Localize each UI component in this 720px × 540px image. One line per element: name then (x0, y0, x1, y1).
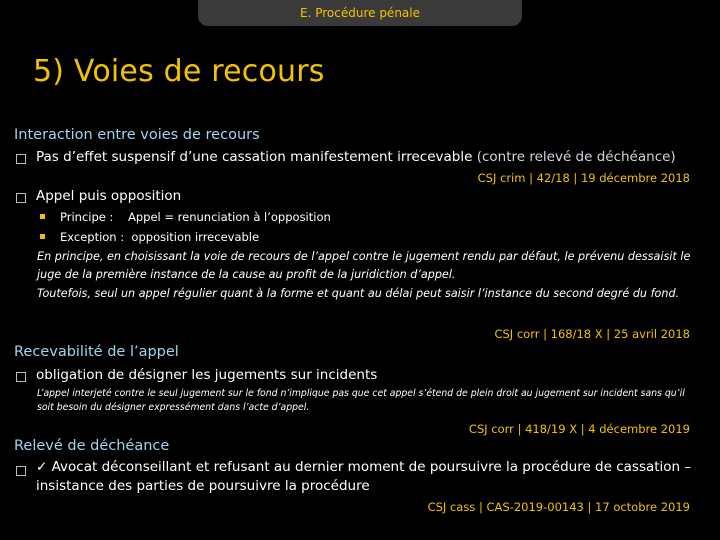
ref-csj-corr-168: CSJ corr | 168/18 X | 25 avril 2018 (494, 327, 690, 341)
para-principe-1: En principe, en choisissant la voie de recours de l’appel contre le jugement rendu par défaut, le prévenu dessaisit le (37, 250, 691, 263)
square-bullet-icon (40, 208, 45, 222)
item-suspensif (36, 149, 676, 165)
para-principe-2: juge de la première instance de la cause au profit de la juridiction d’appel. (37, 268, 456, 281)
para-appel-interjete-2: soit besoin du désigner expressément dans l’acte d’appel. (37, 402, 310, 413)
item-avocat-line1 (36, 459, 691, 475)
checkbox-bullet-icon (16, 151, 26, 165)
item-suspensif-text: Pas d’effet suspensif d’une cassation manifestement irrecevable (36, 149, 473, 165)
ref-csj-corr-418: CSJ corr | 418/19 X | 4 décembre 2019 (468, 422, 690, 436)
checkbox-bullet-icon (16, 190, 26, 204)
sub-exception: Exception : opposition irrecevable (60, 230, 260, 244)
item-obligation: obligation de désigner les jugements sur incidents (36, 367, 378, 383)
checkbox-bullet-icon (16, 463, 26, 477)
ref-csj-cass: CSJ cass | CAS-2019-00143 | 17 octobre 2019 (427, 500, 690, 514)
item-avocat-line2: insistance des parties de poursuivre la procédure (36, 478, 370, 494)
slide-content (0, 122, 720, 540)
ref-csj-crim: CSJ crim | 42/18 | 19 décembre 2018 (477, 171, 690, 185)
heading-interaction: Interaction entre voies de recours (14, 127, 260, 143)
heading-recevabilite: Recevabilité de l’appel (14, 344, 179, 360)
page-title: 5) Voies de recours (33, 54, 325, 89)
check-icon: ✓ (36, 459, 48, 475)
para-toutefois: Toutefois, seul un appel régulier quant à la forme et quant au délai peut saisir l’instance du second degré du fond. (37, 287, 680, 300)
item-avocat-text: Avocat déconseillant et refusant au dernier moment de poursuivre la procédure de cassation – (51, 459, 692, 475)
square-bullet-icon (40, 228, 45, 242)
section-tab: E. Procédure pénale (198, 0, 522, 26)
heading-releve: Relevé de déchéance (14, 438, 170, 454)
sub-principe: Principe : Appel = renunciation à l’opposition (60, 210, 331, 224)
checkbox-bullet-icon (16, 369, 26, 383)
item-appel-opposition: Appel puis opposition (36, 188, 182, 204)
para-appel-interjete-1: L’appel interjeté contre le seul jugement sur le fond n’implique pas que cet appel s’étend de plein droit au jugement sur incident sans qu’il (37, 388, 685, 399)
item-suspensif-aside: (contre relevé de déchéance) (476, 149, 676, 165)
